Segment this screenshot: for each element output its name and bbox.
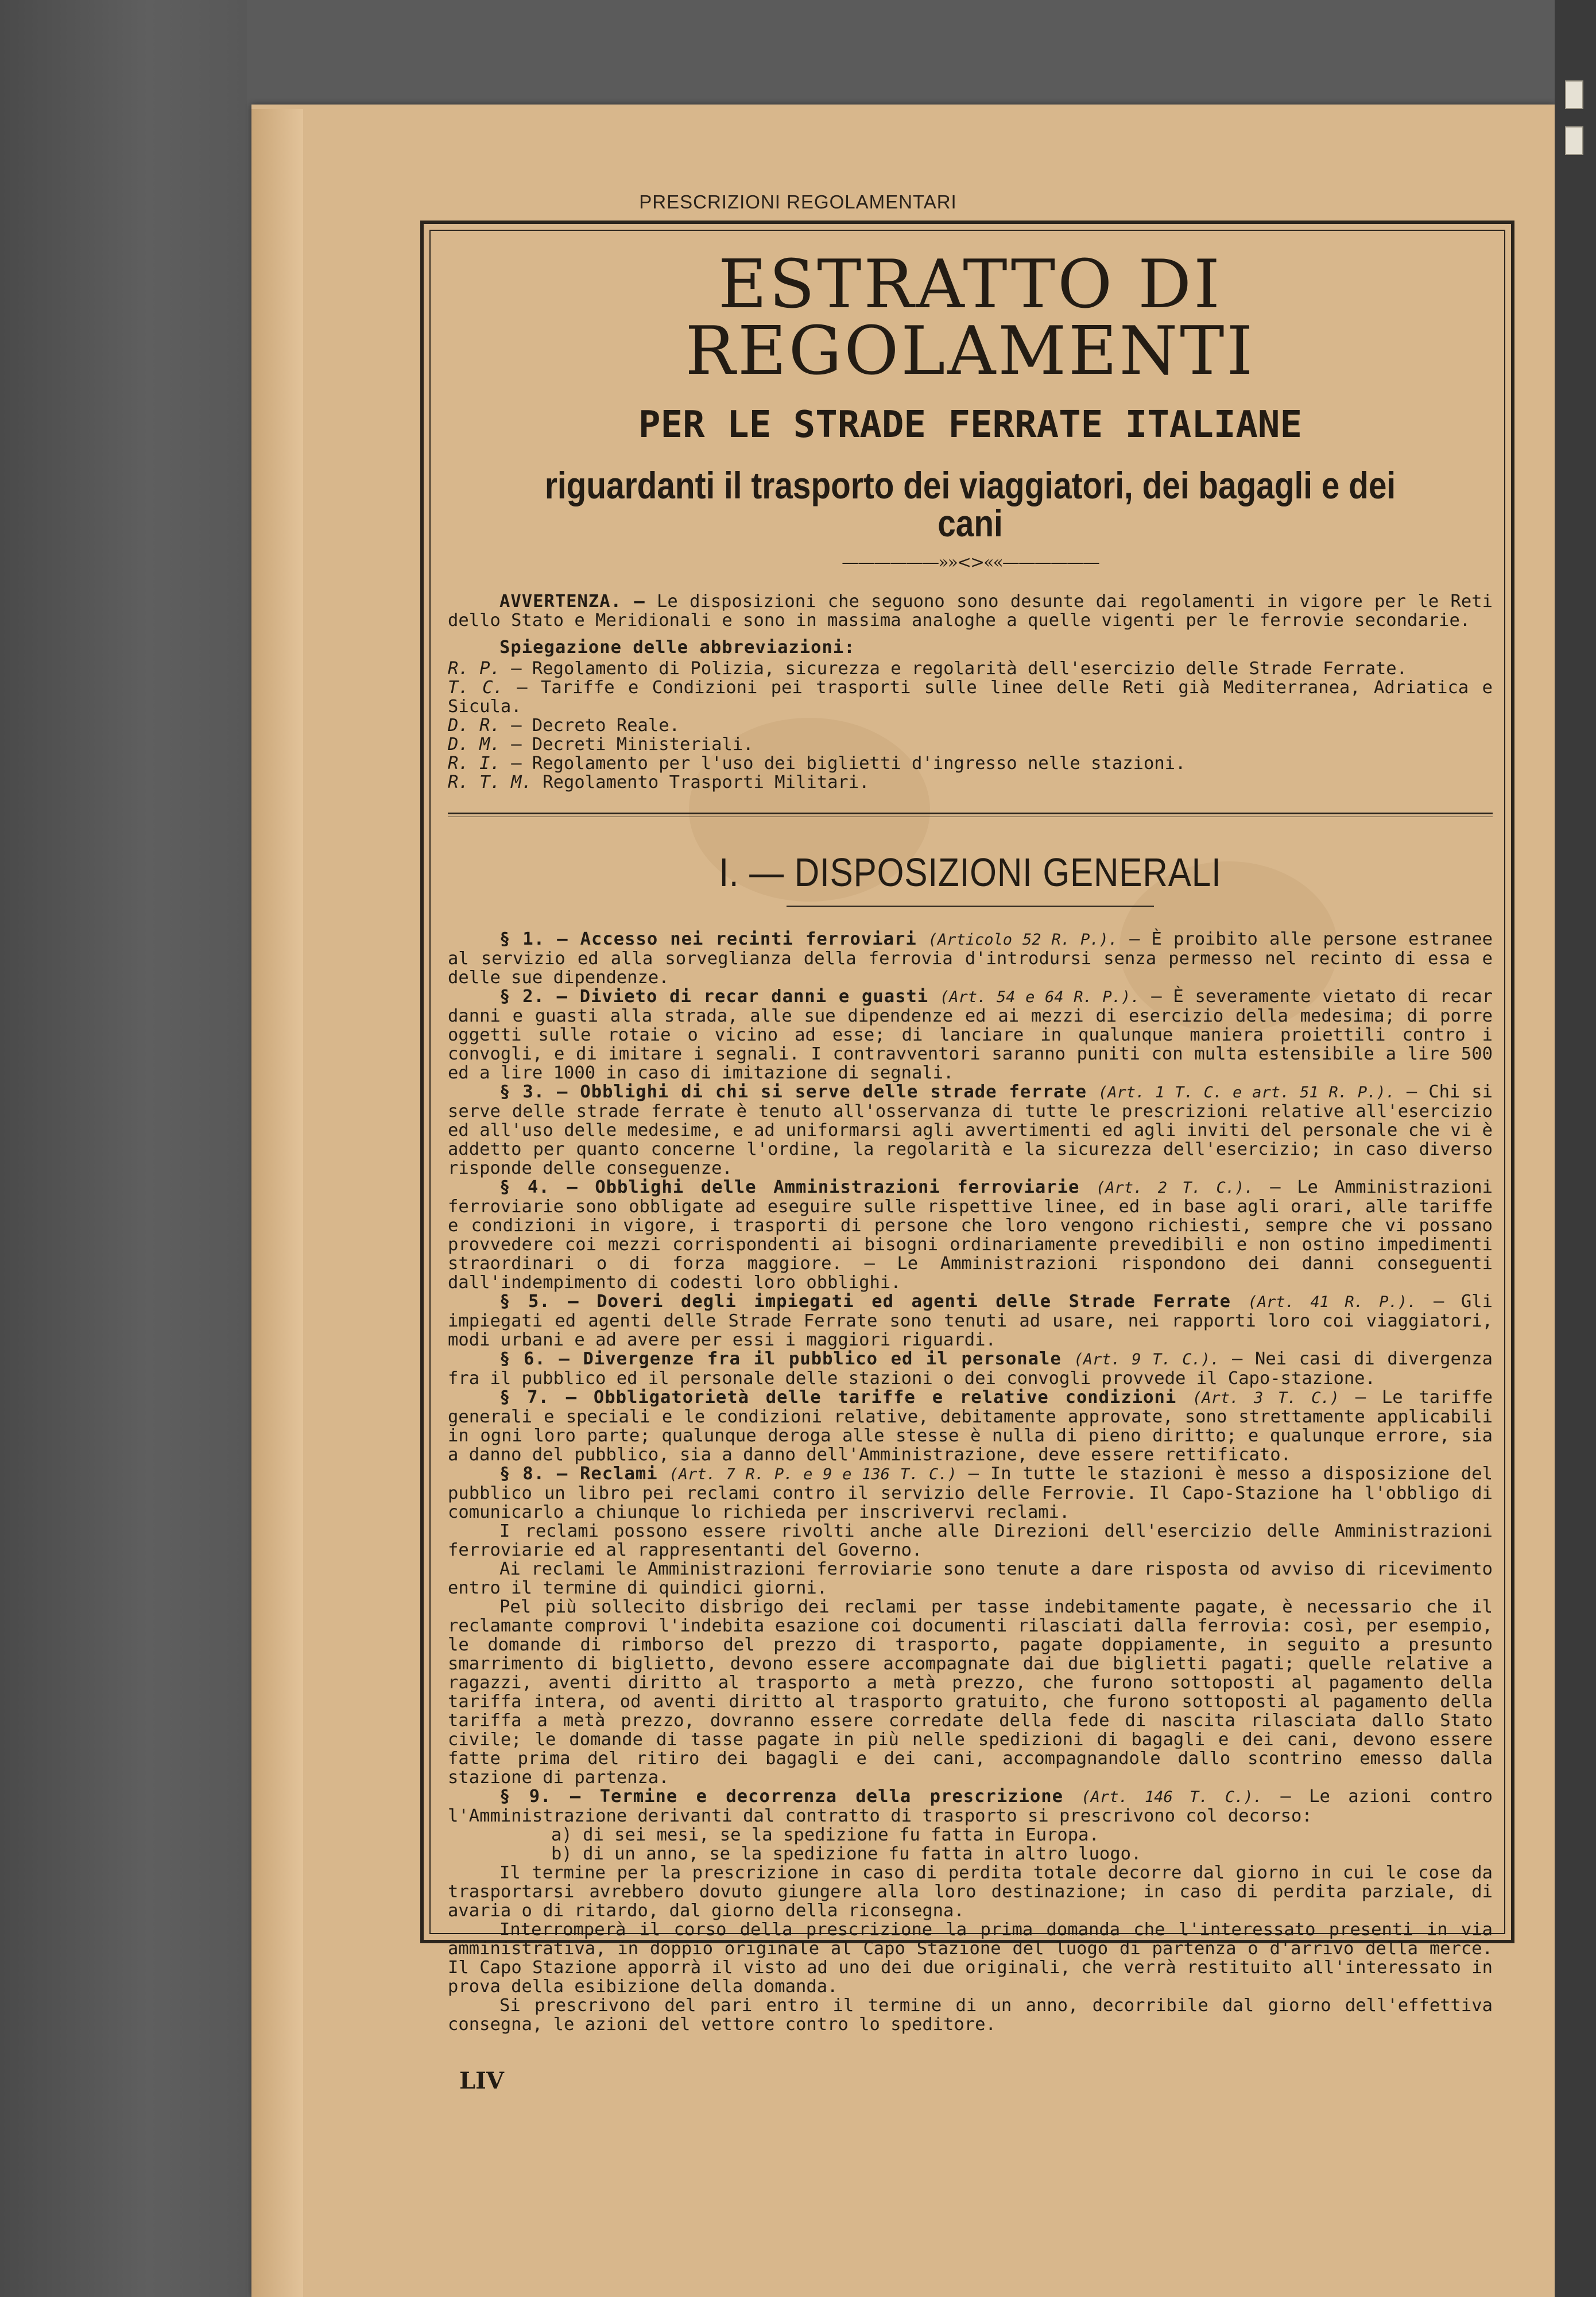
abbreviations-heading: Spiegazione delle abbreviazioni: xyxy=(499,637,855,658)
abbreviation-text: — Tariffe e Condizioni pei trasporti sulle linee delle Reti già Mediterranea, Adriatica e Sicula. xyxy=(448,678,1493,717)
article-text: — Nei casi di divergenza fra il pubblico ed il personale delle stazioni o dei convogli provvede il Capo-stazione. xyxy=(448,1349,1493,1389)
article-3 xyxy=(448,1082,1493,1178)
page-number: LIV xyxy=(459,2067,504,2094)
article-reference: (Art. 41 R. P.). xyxy=(1248,1293,1417,1311)
article-1 xyxy=(448,930,1493,987)
article-paragraph: Il termine per la prescrizione in caso di perdita totale decorre dal giorno in cui le cose da trasportarsi avrebbero dovuto giungere alla loro destinazione; in caso di perdita parziale, di avaria o di ritardo, dal giorno della riconsegna. xyxy=(448,1863,1493,1921)
article-reference: (Art. 3 T. C.) xyxy=(1192,1389,1339,1407)
abbreviation-text: Regolamento Trasporti Militari. xyxy=(543,772,870,792)
article-paragraph: Pel più sollecito disbrigo dei reclami per tasse indebitamente pagate, è necessario che il reclamante comprovi l'indebita esazione coi documenti rilasciati dalla ferrovia: così, per esempio, le domande di rimborso del prezzo di trasporto, pagate doppiamente, in seguito a presunto smarrimento di biglietto, devono essere accompagnate dai due biglietti pagati; quelle relative a ragazzi, aventi diritto al trasporto a metà prezzo, che furono sottoposti al pagamento della tariffa intera, od aventi diritto al trasporto gratuito, che furono sottoposti al pagamento della tariffa a metà prezzo, dovranno essere corredate della fede di nascita rilasciata dallo Stato civile; le domande di tasse pagate in più nelle spedizioni di bagagli e dei cani, devono essere fatte prima del ritiro dei bagagli e dei cani, accompagnandole dallo scontrino emesso dalla stazione di partenza. xyxy=(448,1597,1493,1788)
abbreviation-item xyxy=(448,678,1493,716)
abbreviation-key: D. R. xyxy=(448,716,501,736)
article-heading: § 7. — Obbligatorietà delle tariffe e relative condizioni xyxy=(499,1387,1177,1407)
avvertenza xyxy=(448,592,1493,792)
abbreviation-text: — Regolamento per l'uso dei biglietti d'ingresso nelle stazioni. xyxy=(511,753,1186,774)
article-heading: § 4. — Obblighi delle Amministrazioni ferroviarie xyxy=(499,1177,1080,1197)
section-divider xyxy=(448,813,1493,817)
article-reference: (Art. 7 R. P. e 9 e 136 T. C.) xyxy=(669,1465,957,1483)
article-text: — È proibito alle persone estranee al servizio ed alla sorveglianza della ferrovia d'introdursi senza permesso nel recinto di essa e delle sue dipendenze. xyxy=(448,929,1493,988)
article-text: — Le Amministrazioni ferroviarie sono obbligate ad eseguire sulle rispettive linee, ed in base agli orari, alle tariffe e condizioni in vigore, i trasporti di persone che loro vengono richiesti, sempre che vi possano provvedere coi mezzi corrispondenti ai bisogni ordinariamente prevedibili e non ostino impedimenti straordinari o di forza maggiore. — Le Amministrazioni rispondono dei danni conseguenti dall'indempimento di codesti loro obblighi. xyxy=(448,1177,1493,1293)
article-paragraph: Ai reclami le Amministrazioni ferroviarie sono tenute a dare risposta od avviso di ricevimento entro il termine di quindici giorni. xyxy=(448,1559,1493,1598)
article-text: — Le tariffe generali e speciali e le condizioni relative, debitamente approvate, sono strettamente applicabili in ogni loro parte; qualunque deroga alle stesse è nulla di pieno diritto; e qualunque errore, sia a danno del pubblico, sia a danno dell'Amministrazione, deve essere rettificato. xyxy=(448,1387,1493,1465)
section-title: I. — DISPOSIZIONI GENERALI xyxy=(719,850,1222,895)
abbreviation-item xyxy=(448,754,1493,773)
article-text: — Gli impiegati ed agenti delle Strade Ferrate sono tenuti ad usare, nei rapporti loro coi viaggiatori, modi urbani e ad avere per essi i maggiori riguardi. xyxy=(448,1291,1493,1350)
article-heading: § 1. — Accesso nei recinti ferroviari xyxy=(499,929,917,949)
article-reference: (Art. 1 T. C. e art. 51 R. P.). xyxy=(1098,1084,1395,1101)
article-reference: (Art. 2 T. C.). xyxy=(1095,1179,1254,1197)
abbreviation-item xyxy=(448,773,1493,792)
abbreviation-text: — Decreto Reale. xyxy=(511,716,680,736)
article-text: — È severamente vietato di recar danni e guasti alla strada, alle sue dipendenze ed ai mezzi di esercizio della medesima; di porre oggetti sulle rotaie o vicino ad esse; di lanciare in qualunque maniera proiettili contro i convogli, e di imitare i segnali. I contravventori saranno puniti con multa estensibile a lire 500 ed a lire 1000 in caso di imitazione di segnali. xyxy=(448,987,1493,1083)
article-paragraph: Interromperà il corso della prescrizione la prima domanda che l'interessato presenti in via amministrativa, in doppio originale al Capo Stazione del luogo di partenza o d'arrivo della merce. Il Capo Stazione apporrà il visto ad uno dei due originali, che verrà restituito all'interessato in prova della esibizione della domanda. xyxy=(448,1920,1493,1997)
article-text: — Chi si serve delle strade ferrate è tenuto all'osservanza di tutte le prescrizioni relative all'esercizio ed all'uso delle medesime, e ad uniformarsi agli avvertimenti ed agli inviti del personale che vi è addetto per quanto concerne l'ordine, la regolarità e la sicurezza dell'esercizio; in caso diverso risponde delle conseguenze. xyxy=(448,1082,1493,1178)
scan-background-right xyxy=(1555,0,1596,2297)
article-9 xyxy=(448,1787,1493,1826)
article-heading: § 3. — Obblighi di chi si serve delle strade ferrate xyxy=(499,1082,1087,1102)
article-7 xyxy=(448,1388,1493,1464)
subtitle: PER LE STRADE FERRATE ITALIANE xyxy=(638,404,1302,446)
page-edge xyxy=(251,109,303,2297)
subtitle-2: riguardanti il trasporto dei viaggiatori, dei bagagli e dei cani xyxy=(544,464,1396,544)
abbreviation-key: R. T. M. xyxy=(448,772,532,792)
list-item: a) di sei mesi, se la spedizione fu fatta in Europa. xyxy=(551,1825,1099,1845)
article-5 xyxy=(448,1292,1493,1349)
title-ornament: ——————»»<>««—————— xyxy=(842,552,1099,573)
article-reference: (Art. 146 T. C.). xyxy=(1081,1788,1262,1806)
scan-background-left xyxy=(0,0,247,2297)
article-heading: § 6. — Divergenze fra il pubblico ed il personale xyxy=(499,1349,1062,1369)
running-head: PRESCRIZIONI REGOLAMENTARI xyxy=(639,191,957,212)
abbreviation-key: D. M. xyxy=(448,734,501,755)
article-paragraph: Si prescrivono del pari entro il termine di un anno, decorribile dal giorno dell'effettiva consegna, le azioni del vettore contro lo speditore. xyxy=(448,1996,1493,2035)
article-heading: § 9. — Termine e decorrenza della prescrizione xyxy=(499,1786,1063,1807)
article-6 xyxy=(448,1349,1493,1388)
scan-tab-marker xyxy=(1565,80,1583,109)
abbreviation-key: T. C. xyxy=(448,678,503,698)
abbreviation-key: R. P. xyxy=(448,659,501,679)
page-content xyxy=(448,247,1493,2034)
article-heading: § 8. — Reclami xyxy=(499,1464,658,1484)
article-reference: (Art. 54 e 64 R. P.). xyxy=(939,988,1140,1006)
scan-tab-marker xyxy=(1565,126,1583,155)
abbreviation-item xyxy=(448,716,1493,735)
article-reference: (Articolo 52 R. P.). xyxy=(928,931,1118,949)
article-reference: (Art. 9 T. C.). xyxy=(1074,1351,1220,1368)
article-2 xyxy=(448,987,1493,1082)
abbreviation-text: — Decreti Ministeriali. xyxy=(511,734,754,755)
main-title: ESTRATTO DI REGOLAMENTI xyxy=(685,246,1256,390)
abbreviation-text: — Regolamento di Polizia, sicurezza e regolarità dell'esercizio delle Strade Ferrate. xyxy=(511,659,1408,679)
section-underline xyxy=(787,906,1154,907)
article-paragraph: I reclami possono essere rivolti anche alle Direzioni dell'esercizio delle Amministrazioni ferroviarie ed al rappresentanti del Governo. xyxy=(448,1521,1493,1560)
list-item: b) di un anno, se la spedizione fu fatta in altro luogo. xyxy=(551,1844,1142,1864)
article-heading: § 2. — Divieto di recar danni e guasti xyxy=(499,987,929,1007)
avvertenza-label: AVVERTENZA. — xyxy=(499,591,645,612)
abbreviation-item xyxy=(448,659,1493,678)
avvertenza-text: Le disposizioni che seguono sono desunte dai regolamenti in vigore per le Reti dello Stato e Meridionali e sono in massima analoghe a quelle vigenti per le ferrovie secondarie. xyxy=(448,591,1493,631)
article-8 xyxy=(448,1464,1493,1522)
abbreviation-item xyxy=(448,735,1493,754)
abbreviation-key: R. I. xyxy=(448,753,501,774)
article-text: — In tutte le stazioni è messo a disposizione del pubblico un libro pei reclami contro il servizio delle Ferrovie. Il Capo-Stazione ha l'obbligo di comunicarlo a chiunque lo richieda per inscrivervi reclami. xyxy=(448,1464,1493,1522)
abbreviation-list xyxy=(448,659,1493,792)
article-4 xyxy=(448,1178,1493,1292)
article-heading: § 5. — Doveri degli impiegati ed agenti delle Strade Ferrate xyxy=(499,1291,1231,1312)
article-text: — Le azioni contro l'Amministrazione derivanti dal contratto di trasporto si prescrivono col decorso: xyxy=(448,1786,1493,1826)
articles xyxy=(448,930,1493,2034)
